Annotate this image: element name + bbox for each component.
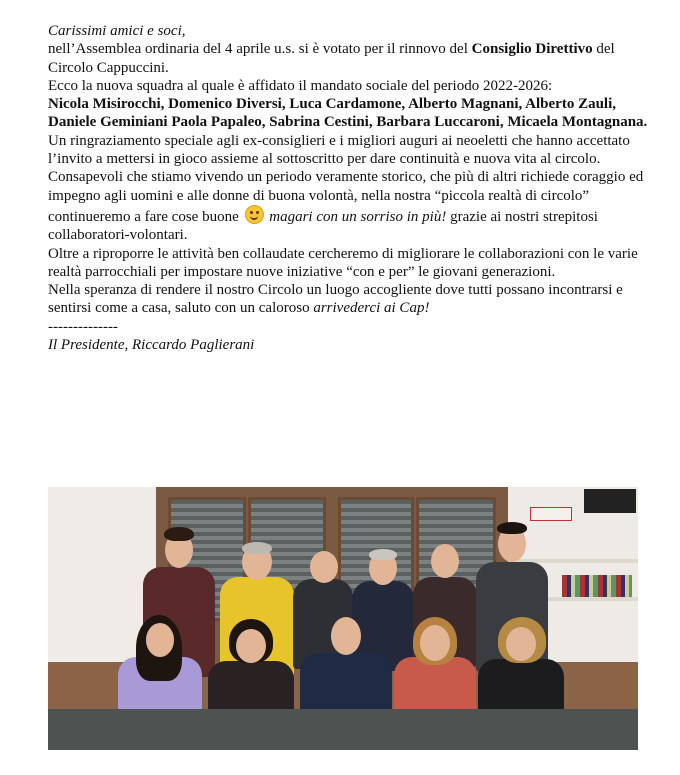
salutation: Carissimi amici e soci, xyxy=(48,23,186,39)
letter xyxy=(48,22,648,354)
paragraph-closing xyxy=(48,281,648,318)
commitment-text: Consapevoli che stiamo vivendo un periodo veramente storico, che più di altri richiede coraggio ed impegno agli uomini e alle donne di buona volontà, nella nostra “piccola realtà di circolo” continueremo a fare cose buone xyxy=(48,169,644,225)
members-list xyxy=(48,95,648,132)
commitment-text-end: grazie ai nostri strepitosi collaboratori-volontari. xyxy=(48,208,598,244)
paragraph-thanks: Un ringraziamento speciale agli ex-consiglieri e i migliori auguri ai neoeletti che hanno accettato l’invito a mettersi in gioco assieme al sottoscritto per dare continuità e nuova vita al circolo. xyxy=(48,132,630,168)
assembly-text-end: del Circolo Cappuccini. xyxy=(48,41,615,76)
group-photo xyxy=(48,487,638,750)
paragraph-commitment xyxy=(48,168,648,244)
smile-phrase: magari con un sorriso in più! xyxy=(269,208,447,225)
paragraph-assembly xyxy=(48,40,648,77)
closing-text: Nella speranza di rendere il nostro Circolo un luogo accogliente dove tutti possano incontrarsi e sentirsi come a casa, saluto con un caloroso xyxy=(48,282,623,317)
paragraph-collaborations: Oltre a riproporre le attività ben collaudate cercheremo di migliorare le collaborazioni con le varie realtà parrocchiali per impostare nuove iniziative “con e per” le giovani generazioni. xyxy=(48,245,638,280)
members-names: Nicola Misirocchi, Domenico Diversi, Luca Cardamone, Alberto Magnani, Alberto Zauli, Daniele Geminiani Paola Papaleo, Sabrina Cestini, Barbara Luccaroni, Micaela Montagnana. xyxy=(48,96,648,131)
assembly-text: nell’Assemblea ordinaria del 4 aprile u.s. si è votato per il rinnovo del xyxy=(48,41,472,58)
board-name: Consiglio Direttivo xyxy=(471,41,593,58)
closing-phrase: arrivederci ai Cap! xyxy=(313,300,430,317)
paragraph-team: Ecco la nuova squadra al quale è affidato il mandato sociale del periodo 2022-2026: xyxy=(48,77,553,94)
smiling-face-icon xyxy=(245,205,264,224)
signature: Il Presidente, Riccardo Paglierani xyxy=(48,337,255,354)
divider: -------------- xyxy=(48,318,118,335)
